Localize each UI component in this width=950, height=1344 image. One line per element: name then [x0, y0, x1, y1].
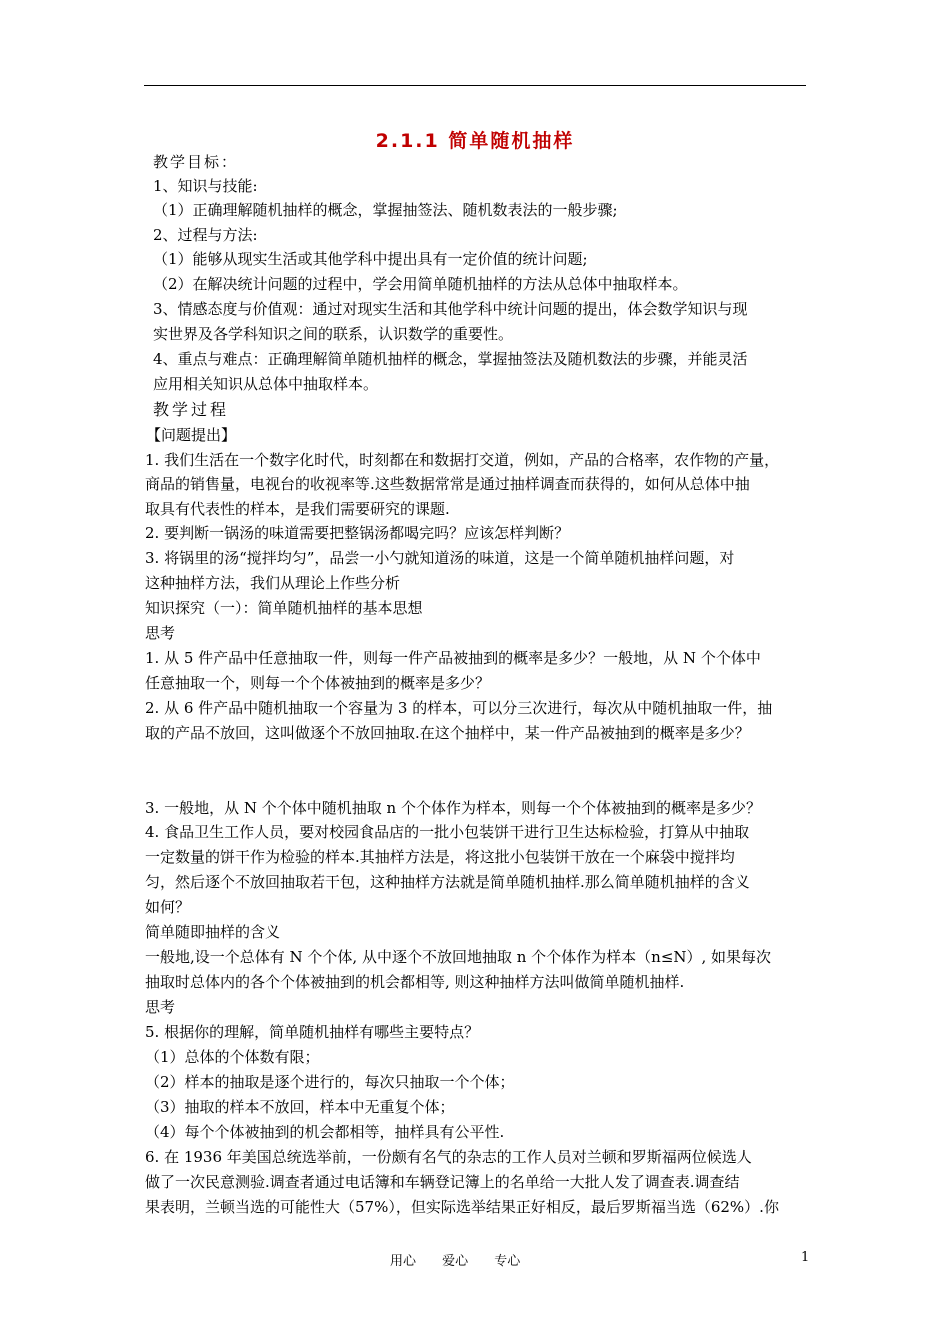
- text-line: 2. 要判断一锅汤的味道需要把整锅汤都喝完吗？应该怎样判断？: [145, 524, 570, 542]
- text-line: 抽取时总体内的各个个体被抽到的机会都相等, 则这种抽样方法叫做简单随机抽样.: [145, 973, 685, 991]
- text-line: 4、重点与难点：正确理解简单随机抽样的概念，掌握抽签法及随机数法的步骤，并能灵活: [153, 350, 748, 368]
- list-item: （1）总体的个体数有限；: [145, 1048, 320, 1066]
- text-line: 如何？: [145, 898, 191, 916]
- text-line: 思考: [145, 998, 176, 1016]
- text-line: 果表明，兰顿当选的可能性大（57%），但实际选举结果正好相反，最后罗斯福当选（62%）.你: [145, 1198, 779, 1216]
- text-line: 5. 根据你的理解，简单随机抽样有哪些主要特点？: [145, 1023, 480, 1041]
- text-line: 匀，然后逐个不放回抽取若干包，这种抽样方法就是简单随机抽样.那么简单随机抽样的含义: [145, 873, 750, 891]
- text-line: 2、过程与方法:: [153, 226, 258, 244]
- footer-text: 用心 爱心 专心: [390, 1254, 521, 1269]
- text-line: 商品的销售量，电视台的收视率等.这些数据常常是通过抽样调查而获得的，如何从总体中抽: [145, 475, 750, 493]
- text-line: 3. 一般地，从 N 个个体中随机抽取 n 个个体作为样本，则每一个个体被抽到的概率是多少？: [145, 799, 761, 817]
- page-number: 1: [801, 1250, 810, 1265]
- section-heading: 教学过程: [153, 400, 230, 419]
- list-item: （2）样本的抽取是逐个进行的，每次只抽取一个个体；: [145, 1073, 515, 1091]
- text-line: 1. 我们生活在一个数字化时代，时刻都在和数据打交道，例如，产品的合格率，农作物的产量，: [145, 451, 780, 469]
- text-line: （1）能够从现实生活或其他学科中提出具有一定价值的统计问题;: [153, 250, 588, 268]
- text-line: 这种抽样方法，我们从理论上作些分析: [145, 574, 401, 592]
- text-line: 1. 从 5 件产品中任意抽取一件，则每一件产品被抽到的概率是多少？一般地，从 N 个个体中: [145, 649, 761, 667]
- list-item: （3）抽取的样本不放回，样本中无重复个体；: [145, 1098, 455, 1116]
- text-line: 取具有代表性的样本，是我们需要研究的课题.: [145, 500, 450, 518]
- text-line: 4. 食品卫生工作人员，要对校园食品店的一批小包装饼干进行卫生达标检验，打算从中抽取: [145, 823, 750, 841]
- text-line: 教学目标：: [153, 153, 239, 171]
- text-line: 实世界及各学科知识之间的联系，认识数学的重要性。: [153, 325, 514, 343]
- document-title: 2.1.1 简单随机抽样: [375, 130, 575, 152]
- text-line: 一般地,设一个总体有 N 个个体, 从中逐个不放回地抽取 n 个个体作为样本（n≤N）, 如果每次: [145, 948, 772, 966]
- text-line: 一定数量的饼干作为检验的样本.其抽样方法是，将这批小包装饼干放在一个麻袋中搅拌均: [145, 848, 735, 866]
- text-line: 3. 将锅里的汤“搅拌均匀”，品尝一小勺就知道汤的味道，这是一个简单随机抽样问题，对: [145, 549, 735, 567]
- text-line: （2）在解决统计问题的过程中，学会用简单随机抽样的方法从总体中抽取样本。: [153, 275, 688, 293]
- text-line: 取的产品不放回，这叫做逐个不放回抽取.在这个抽样中，某一件产品被抽到的概率是多少？: [145, 724, 750, 742]
- text-line: （1）正确理解随机抽样的概念，掌握抽签法、随机数表法的一般步骤;: [153, 201, 618, 219]
- text-line: 6. 在 1936 年美国总统选举前，一份颇有名气的杂志的工作人员对兰顿和罗斯福两位候选人: [145, 1148, 752, 1166]
- text-line: 任意抽取一个，则每一个个体被抽到的概率是多少？: [145, 674, 491, 692]
- text-line: 3、情感态度与价值观：通过对现实生活和其他学科中统计问题的提出，体会数学知识与现: [153, 300, 748, 318]
- section-heading: 【问题提出】: [146, 426, 237, 444]
- text-line: 思考: [145, 624, 176, 642]
- text-line: 2. 从 6 件产品中随机抽取一个容量为 3 的样本，可以分三次进行，每次从中随机抽取一件，抽: [145, 699, 773, 717]
- section-heading: 知识探究（一）：简单随机抽样的基本思想: [145, 599, 423, 617]
- text-line: 做了一次民意测验.调查者通过电话簿和车辆登记簿上的名单给一大批人发了调查表.调查结: [145, 1173, 740, 1191]
- header-rule: [144, 85, 806, 86]
- list-item: （4）每个个体被抽到的机会都相等，抽样具有公平性.: [145, 1123, 505, 1141]
- text-line: 1、知识与技能:: [153, 177, 258, 195]
- page-footer: [0, 1250, 950, 1270]
- section-heading: 简单随即抽样的含义: [145, 923, 281, 941]
- text-line: 应用相关知识从总体中抽取样本。: [153, 375, 379, 393]
